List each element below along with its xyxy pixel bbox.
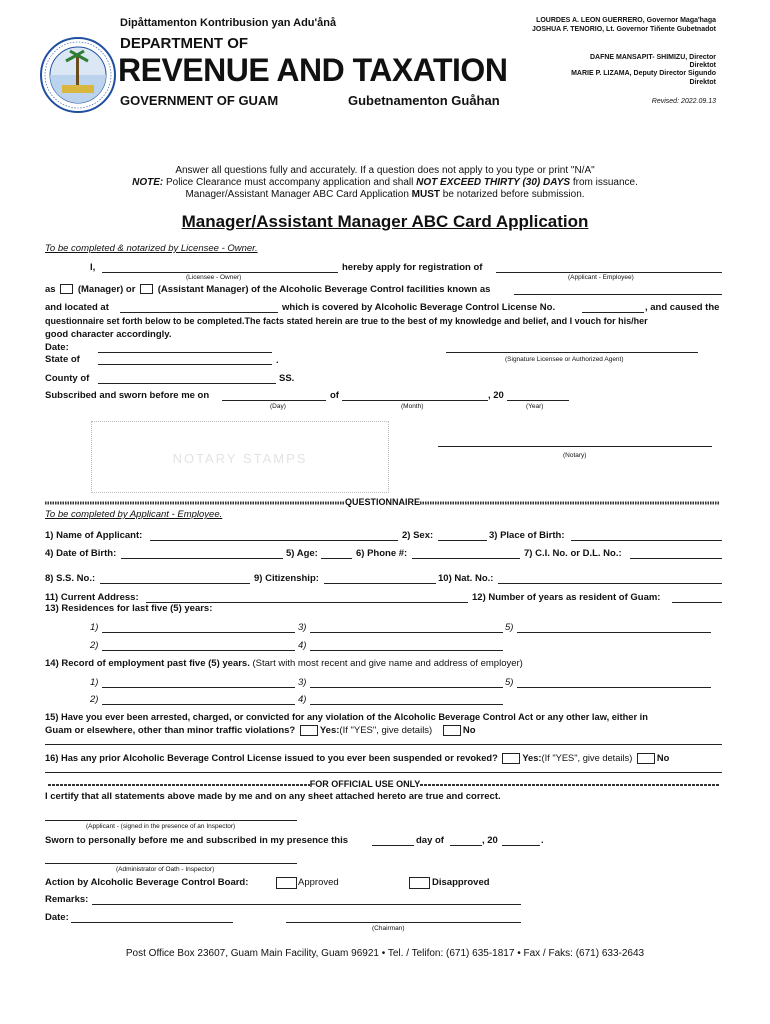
chamorro-department-name: Dipåttamenton Kontribusion yan Adu'ånå [120,17,337,29]
applicant-signature-field[interactable] [45,820,297,821]
residence-num-3: 3) [298,622,307,633]
certify-text: I certify that all statements above made by me and on any sheet attached hereto are true and correct. [45,791,501,802]
q16-no-label: No [656,753,670,763]
director-title: Direktot [689,62,716,69]
q3-label: 3) Place of Birth: [489,530,565,541]
q15-yes-detail: (If "YES", give details) [339,725,433,737]
age-input[interactable] [321,558,352,559]
q16-yes-label: Yes: [522,753,542,763]
apply-text: hereby apply for registration of [342,262,483,273]
applicant-name-field[interactable] [496,272,722,273]
applicant-name-input[interactable] [150,540,398,541]
notary-caption: (Notary) [563,452,587,459]
employment-num-2: 2) [90,694,99,705]
licensee-section-label: To be completed & notarized by Licensee - Owner. [45,243,258,254]
signature-caption: (Signature Licensee or Authorized Agent) [505,356,624,363]
covered-text: which is covered by Alcoholic Beverage Control License No. [282,302,556,313]
residence-num-4: 4) [298,640,307,651]
department-of-label: DEPARTMENT OF [120,35,249,52]
q14-instruction: (Start with most recent and give name and address of employer) [249,658,523,669]
sex-input[interactable] [438,540,487,541]
q16-label: 16) Has any prior Alcoholic Beverage Control License issued to you ever been suspended or revoked? [45,753,498,763]
q5-label: 5) Age: [286,548,318,559]
q4-label: 4) Date of Birth: [45,548,117,559]
intro-line-1: Answer all questions fully and accurately. If a question does not apply to you type or print "N/A" [175,165,595,176]
q16-details-field[interactable] [45,772,722,773]
day-of-label: day of [416,835,444,846]
location-field[interactable] [120,312,278,313]
chairman-caption: (Chairman) [372,925,405,932]
note-bold: NOT EXCEED THIRTY (30) DAYS [416,177,571,188]
form-title: Manager/Assistant Manager ABC Card Application [181,212,589,231]
place-of-birth-input[interactable] [571,540,722,541]
director-name: DAFNE MANSAPIT- SHIMIZU, Director [589,54,716,61]
notary-stamp-box [91,421,389,493]
employment-3-input[interactable] [310,687,503,688]
note-label: NOTE: [132,177,164,188]
ssn-input[interactable] [100,583,250,584]
q1-label: 1) Name of Applicant: [45,530,143,541]
q12-label: 12) Number of years as resident of Guam: [472,592,661,603]
employment-num-1: 1) [90,677,99,688]
official-date-label: Date: [45,912,69,923]
county-label: County of [45,373,90,384]
notary-signature-field[interactable] [438,446,712,447]
q15-yes-checkbox[interactable] [300,725,318,736]
subscribed-label: Subscribed and sworn before me on [45,390,210,401]
id-number-input[interactable] [630,558,722,559]
state-label: State of [45,354,80,365]
date-field[interactable] [98,352,272,353]
official-year-field[interactable] [502,845,540,846]
sworn-text: Sworn to personally before me and subscribed in my presence this [45,835,349,846]
department-seal [40,37,116,113]
questionnaire-title: QUESTIONNAIRE [345,497,421,507]
date-label: Date: [45,342,69,353]
applicant-section-label: To be completed by Applicant - Employee. [45,509,223,520]
administrator-caption: (Administrator of Oath - Inspector) [116,866,215,873]
q13-label: 13) Residences for last five (5) years: [45,603,213,614]
facility-name-field[interactable] [514,294,722,295]
day-caption: (Day) [270,403,286,410]
manager-checkbox[interactable] [60,284,73,294]
official-lt-governor: JOSHUA F. TENORIO, Lt. Governor Tiñente Gubetnadot [532,26,716,33]
licensee-owner-caption: (Licensee - Owner) [186,274,242,281]
note-suffix: from issuance. [570,177,638,188]
residence-4-input[interactable] [310,650,503,651]
sworn-day-field[interactable] [222,400,326,401]
q15-no-checkbox[interactable] [443,725,461,736]
manager-label: (Manager) or [77,284,136,295]
employment-1-input[interactable] [102,687,295,688]
q6-label: 6) Phone #: [356,548,408,559]
q14-label: 14) Record of employment past five (5) years. [45,658,250,669]
approved-label: Approved [298,877,339,888]
residence-2-input[interactable] [102,650,295,651]
department-title: REVENUE AND TAXATION [118,52,508,88]
residence-num-5: 5) [505,622,514,633]
phone-input[interactable] [412,558,520,559]
q9-label: 9) Citizenship: [254,573,319,584]
residence-num-1: 1) [90,622,99,633]
q2-label: 2) Sex: [402,530,434,541]
nat-number-input[interactable] [498,583,722,584]
years-resident-input[interactable] [672,602,722,603]
license-number-field[interactable] [582,312,644,313]
employment-num-4: 4) [298,694,307,705]
citizenship-input[interactable] [324,583,436,584]
residence-num-2: 2) [90,640,99,651]
official-twenty-label: , 20 [482,835,498,846]
q16-no-checkbox[interactable] [637,753,655,764]
employment-2-input[interactable] [102,704,295,705]
disapproved-label: Disapproved [432,877,490,888]
applicant-signature-caption: (Applicant - (signed in the presence of an Inspector) [86,823,236,830]
note-text: Police Clearance must accompany application and shall [163,177,417,188]
notarize-must: MUST [411,189,441,200]
remarks-field[interactable] [92,904,521,905]
assistant-manager-checkbox[interactable] [140,284,153,294]
revised-date: Revised: 2022.09.13 [651,98,716,105]
q15-no-label: No [462,725,476,737]
year-caption: (Year) [526,403,544,410]
disapproved-checkbox[interactable] [409,877,430,889]
q8-label: 8) S.S. No.: [45,573,96,584]
q11-label: 11) Current Address: [45,592,139,603]
official-month-field[interactable] [450,845,482,846]
q16-yes-checkbox[interactable] [502,753,520,764]
deputy-director-title: Direktot [689,79,716,86]
deputy-director-name: MARIE P. LIZAMA, Deputy Director Sigundo [571,70,716,77]
as-label: as [45,284,56,295]
questionnaire-banner [45,497,723,507]
remarks-label: Remarks: [45,894,89,905]
q15-yes-label: Yes: [319,725,340,737]
residence-5-input[interactable] [517,632,711,633]
applicant-employee-caption: (Applicant - Employee) [568,274,634,281]
action-label: Action by Alcoholic Beverage Control Board: [45,877,249,888]
i-label: I, [90,262,96,273]
notarize-prefix: Manager/Assistant Manager ABC Card Application [185,189,412,200]
sworn-year-field[interactable] [507,400,569,401]
q15-line-1: 15) Have you ever been arrested, charged, or convicted for any violation of the Alcoholic Beverage Control Act or any other law, either in [45,712,648,722]
notarize-suffix: be notarized before submission. [440,189,585,200]
licensee-name-field[interactable] [102,272,338,273]
month-caption: (Month) [401,403,424,410]
employment-5-input[interactable] [517,687,711,688]
government-of-guam: GOVERNMENT OF GUAM [120,93,279,108]
ss-label: SS. [279,373,295,384]
employment-num-3: 3) [298,677,307,688]
footer-address: Post Office Box 23607, Guam Main Facility, Guam 96921 • Tel. / Telifon: (671) 635-1817 • Fax / Faks: (671) 633-2643 [125,948,645,959]
questionnaire-text: questionnaire set forth below to be completed.The facts stated herein are true to the best of my knowledge and belief, and I vouch for his/her [45,316,648,326]
q15-line-2: Guam or elsewhere, other than minor traffic violations? [45,725,296,737]
county-field[interactable] [98,383,276,384]
official-use-title: FOR OFFICIAL USE ONLY [309,779,421,789]
employment-num-5: 5) [505,677,514,688]
good-character-text: good character accordingly. [45,329,172,340]
administrator-signature-field[interactable] [45,863,297,864]
located-label: and located at [45,302,109,313]
government-chamorro: Gubetnamenton Guåhan [348,93,500,108]
state-field[interactable] [98,364,272,365]
notary-stamps-watermark: NOTARY STAMPS [172,451,308,466]
approved-checkbox[interactable] [276,877,297,889]
q10-label: 10) Nat. No.: [438,573,494,584]
chairman-signature-field[interactable] [286,922,521,923]
official-date-field[interactable] [71,922,233,923]
official-governor: LOURDES A. LEON GUERRERO, Governor Maga'haga [536,17,716,24]
intro-line-3 [0,189,770,200]
employment-4-input[interactable] [310,704,503,705]
sworn-month-field[interactable] [342,400,488,401]
residence-3-input[interactable] [310,632,503,633]
licensee-signature-field[interactable] [446,352,698,353]
residence-1-input[interactable] [102,632,295,633]
q15-details-field[interactable] [45,744,722,745]
assistant-manager-label: (Assistant Manager) of the Alcoholic Beverage Control facilities known as [157,284,491,295]
official-use-banner [45,779,723,789]
twenty-label: , 20 [488,390,504,401]
official-day-field[interactable] [372,845,414,846]
intro-line-2 [0,177,770,188]
q7-label: 7) C.I. No. or D.L. No.: [524,548,622,559]
of-label: of [330,390,339,401]
date-of-birth-input[interactable] [121,558,283,559]
caused-text: , and caused the [645,302,720,313]
q16-yes-detail: (If "YES", give details) [541,753,633,763]
